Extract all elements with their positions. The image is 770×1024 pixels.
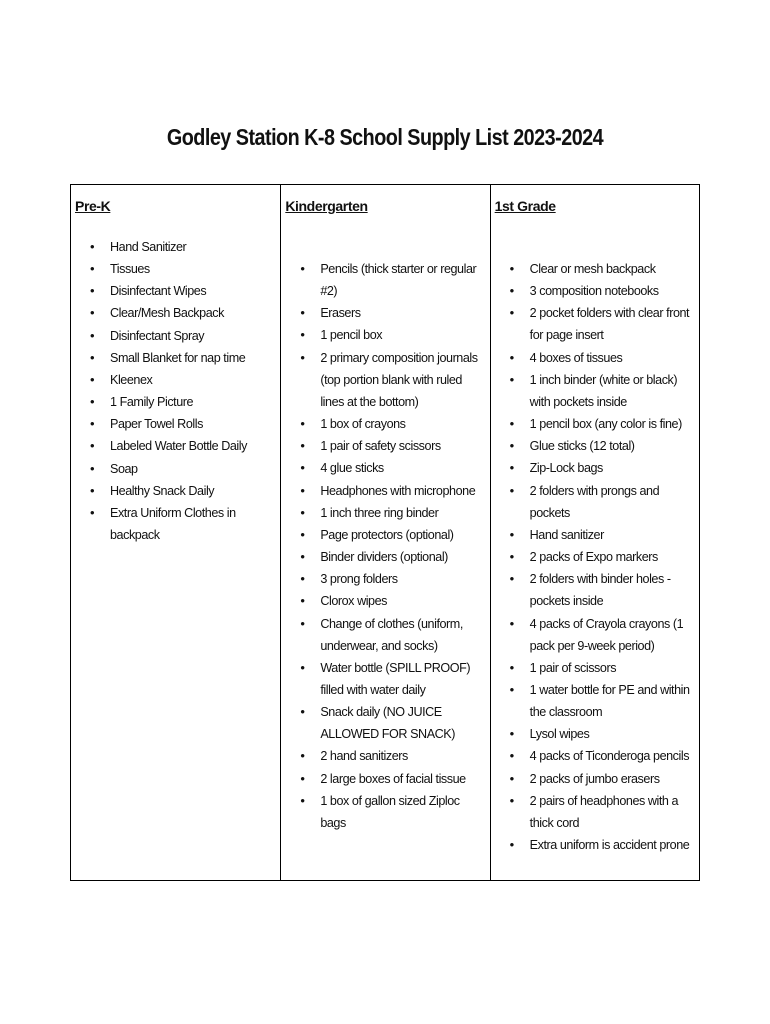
list-item: • Tissues: [71, 258, 281, 280]
list-item: • Disinfectant Spray: [71, 325, 281, 347]
list-item: • Labeled Water Bottle Daily: [71, 435, 281, 457]
list-item: • 2 packs of jumbo erasers: [491, 768, 701, 790]
list-item: • 1 pencil box: [281, 324, 491, 346]
list-item: • Change of clothes (uniform, underwear, and socks): [281, 613, 491, 657]
list-item: • 2 folders with prongs and pockets: [491, 480, 701, 524]
list-item: • Kleenex: [71, 369, 281, 391]
list-item: • 2 primary composition journals (top portion blank with ruled lines at the bottom): [281, 347, 491, 413]
list-item: • Snack daily (NO JUICE ALLOWED FOR SNACK): [281, 701, 491, 745]
list-item: • Extra Uniform Clothes in backpack: [71, 502, 281, 546]
list-item: • Headphones with microphone: [281, 480, 491, 502]
column-pre-k: [71, 185, 280, 880]
list-item: • Extra uniform is accident prone: [491, 834, 701, 856]
supply-list: [491, 258, 701, 856]
list-item: • 1 inch binder (white or black) with pockets inside: [491, 369, 701, 413]
list-item: • 4 boxes of tissues: [491, 347, 701, 369]
list-item: • Pencils (thick starter or regular #2): [281, 258, 491, 302]
list-item: • 2 packs of Expo markers: [491, 546, 701, 568]
page-title: Godley Station K-8 School Supply List 2023-2024: [166, 124, 604, 150]
list-item: • 4 glue sticks: [281, 457, 491, 479]
list-item: • Clorox wipes: [281, 590, 491, 612]
list-item: • 2 pocket folders with clear front for page insert: [491, 302, 701, 346]
column-heading: Kindergarten: [285, 198, 368, 214]
list-item: • 4 packs of Crayola crayons (1 pack per 9-week period): [491, 613, 701, 657]
list-item: • Page protectors (optional): [281, 524, 491, 546]
list-item: • 2 large boxes of facial tissue: [281, 768, 491, 790]
list-item: • Hand Sanitizer: [71, 236, 281, 258]
list-item: • 1 pair of scissors: [491, 657, 701, 679]
list-item: • Paper Towel Rolls: [71, 413, 281, 435]
list-item: • 1 inch three ring binder: [281, 502, 491, 524]
list-item: • Glue sticks (12 total): [491, 435, 701, 457]
list-item: • Zip-Lock bags: [491, 457, 701, 479]
column-1st-grade: [490, 185, 699, 880]
list-item: • Lysol wipes: [491, 723, 701, 745]
supply-table: [70, 184, 700, 881]
list-item: • 2 pairs of headphones with a thick cord: [491, 790, 701, 834]
column-heading: Pre-K: [75, 198, 111, 214]
list-item: • 2 hand sanitizers: [281, 745, 491, 767]
list-item: • 3 prong folders: [281, 568, 491, 590]
list-item: • 4 packs of Ticonderoga pencils: [491, 745, 701, 767]
list-item: • 1 pair of safety scissors: [281, 435, 491, 457]
list-item: • 1 water bottle for PE and within the classroom: [491, 679, 701, 723]
list-item: • Small Blanket for nap time: [71, 347, 281, 369]
supply-list: [71, 236, 281, 546]
list-item: • Hand sanitizer: [491, 524, 701, 546]
list-item: • Disinfectant Wipes: [71, 280, 281, 302]
list-item: • Water bottle (SPILL PROOF) filled with water daily: [281, 657, 491, 701]
list-item: • Soap: [71, 458, 281, 480]
list-item: • 1 Family Picture: [71, 391, 281, 413]
list-item: • Clear or mesh backpack: [491, 258, 701, 280]
list-item: • Erasers: [281, 302, 491, 324]
list-item: • Binder dividers (optional): [281, 546, 491, 568]
list-item: • 1 box of crayons: [281, 413, 491, 435]
list-item: • 2 folders with binder holes - pockets inside: [491, 568, 701, 612]
list-item: • Healthy Snack Daily: [71, 480, 281, 502]
list-item: • 1 box of gallon sized Ziploc bags: [281, 790, 491, 834]
list-item: • Clear/Mesh Backpack: [71, 302, 281, 324]
column-kindergarten: [280, 185, 489, 880]
list-item: • 3 composition notebooks: [491, 280, 701, 302]
column-heading: 1st Grade: [494, 198, 556, 214]
supply-list: [281, 258, 491, 834]
list-item: • 1 pencil box (any color is fine): [491, 413, 701, 435]
